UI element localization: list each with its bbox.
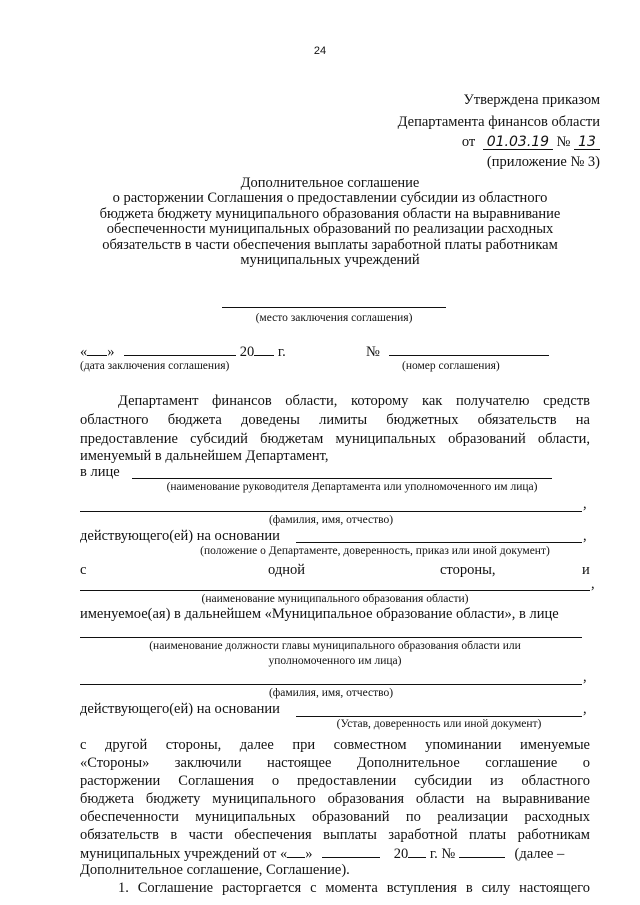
comma-4: , <box>583 669 587 685</box>
para2-quote-close: » <box>305 846 313 862</box>
date-caption: (дата заключения соглашения) <box>80 360 230 372</box>
approval-num-handwritten: 13 <box>574 135 600 150</box>
page-number: 24 <box>313 45 327 57</box>
basis1-blank <box>296 542 582 543</box>
para2-line-2: «Стороны» заключили настоящее Дополнительное соглашение о <box>80 755 590 771</box>
mun-name-caption: (наименование муниципального образования области) <box>201 593 469 605</box>
comma-2: , <box>583 528 587 544</box>
year-prefix: 20 <box>239 344 255 360</box>
year-blank <box>254 343 274 356</box>
para2-year-blank <box>408 845 426 858</box>
para2-line-7 <box>80 845 564 863</box>
head-position-caption-2: уполномоченного им лица) <box>268 655 402 667</box>
title-line-3: бюджета бюджету муниципального образования области на выравнивание <box>99 205 561 222</box>
title-line-4: обеспеченности муниципальных образований по реализации расходных <box>106 221 554 238</box>
mun-name-blank <box>80 590 590 591</box>
year-suffix: г. <box>277 344 286 360</box>
approval-line-1: Утверждена приказом <box>463 92 600 108</box>
para2-number-blank <box>459 845 505 858</box>
para2-month-blank <box>322 845 380 858</box>
day-blank <box>87 343 107 356</box>
para2-line-8: Дополнительное соглашение, Соглашение). <box>80 862 350 878</box>
side-word-one: одной <box>268 562 305 578</box>
place-blank <box>222 307 446 308</box>
title-line-5: обязательств в части обеспечения выплаты заработной платы работникам <box>102 236 558 253</box>
approval-date-line <box>462 134 600 151</box>
date-quote-open: « <box>80 344 88 360</box>
para1-line-4: именуемый в дальнейшем Департамент, <box>80 448 329 464</box>
clause-1: 1. Соглашение расторгается с момента вступления в силу настоящего <box>118 880 590 896</box>
para2-year-prefix: 20 <box>393 846 409 862</box>
para2-hereinafter: (далее – <box>514 846 565 862</box>
agreement-number-blank <box>389 343 549 356</box>
head-position-caption-1: (наименование должности главы муниципального образования области или <box>149 640 521 652</box>
approval-from-label: от <box>461 134 476 150</box>
approval-line-2: Департамента финансов области <box>397 114 600 130</box>
named-municipality-line: именуемое(ая) в дальнейшем «Муниципальное образование области», в лице <box>80 606 559 622</box>
side-word-and: и <box>582 562 590 578</box>
comma-5: , <box>583 701 587 717</box>
title-line-1: Дополнительное соглашение <box>240 175 420 191</box>
para2-line-5: обеспеченности муниципальных образований по реализации расходных <box>80 809 590 825</box>
para2-line-3: расторжении Соглашения о предоставлении субсидии из областного <box>80 773 590 789</box>
para1-line-3: предоставление субсидий бюджетам муниципальных образований области, <box>80 431 590 447</box>
side-word-s: с <box>80 562 87 578</box>
fio1-caption: (фамилия, имя, отчество) <box>268 514 394 526</box>
comma-1: , <box>583 496 587 512</box>
comma-3: , <box>591 576 595 592</box>
acting-basis-1: действующего(ей) на основании <box>80 528 280 544</box>
title-line-6: муниципальных учреждений <box>240 252 420 269</box>
fio2-blank <box>80 684 582 685</box>
number-sign: № <box>366 344 380 360</box>
para2-line-6: обязательств в части обеспечения выплаты заработной платы работникам <box>80 827 590 843</box>
approval-date-handwritten: 01.03.19 <box>483 135 553 150</box>
para2-line-1: с другой стороны, далее при совместном упоминании именуемые <box>80 737 590 753</box>
approval-num-label: № <box>556 134 571 150</box>
head-name-blank <box>132 478 552 479</box>
fio2-caption: (фамилия, имя, отчество) <box>268 687 394 699</box>
document-title <box>60 176 600 268</box>
date-quote-close: » <box>107 344 115 360</box>
acting-basis-2: действующего(ей) на основании <box>80 701 280 717</box>
month-blank <box>124 343 236 356</box>
para2-from-text: муниципальных учреждений от « <box>80 846 288 862</box>
side-word-side: стороны, <box>440 562 496 578</box>
para1-line-5: в лице <box>80 464 120 480</box>
para1-line-2: областного бюджета доведены лимиты бюджетных обязательств на <box>80 412 590 428</box>
para1-line-1: Департамент финансов области, которому как получателю средств <box>118 393 590 409</box>
agreement-number-field <box>366 343 549 361</box>
place-caption: (место заключения соглашения) <box>255 312 413 324</box>
para2-num-label: г. № <box>429 846 456 862</box>
head-name-caption: (наименование руководителя Департамента или уполномоченного им лица) <box>166 481 538 493</box>
appendix-label: (приложение № 3) <box>486 154 600 170</box>
head-position-blank <box>80 637 582 638</box>
number-caption: (номер соглашения) <box>402 360 500 372</box>
basis1-caption: (положение о Департаменте, доверенность, приказ или иной документ) <box>200 545 550 557</box>
date-field <box>80 343 286 361</box>
basis2-blank <box>296 716 582 717</box>
para2-line-4: бюджета бюджету муниципального образования области на выравнивание <box>80 791 590 807</box>
para2-day-blank <box>287 845 305 858</box>
basis2-caption: (Устав, доверенность или иной документ) <box>336 718 542 730</box>
fio1-blank <box>80 511 582 512</box>
title-line-2: о расторжении Соглашения о предоставлении субсидии из областного <box>112 190 548 207</box>
